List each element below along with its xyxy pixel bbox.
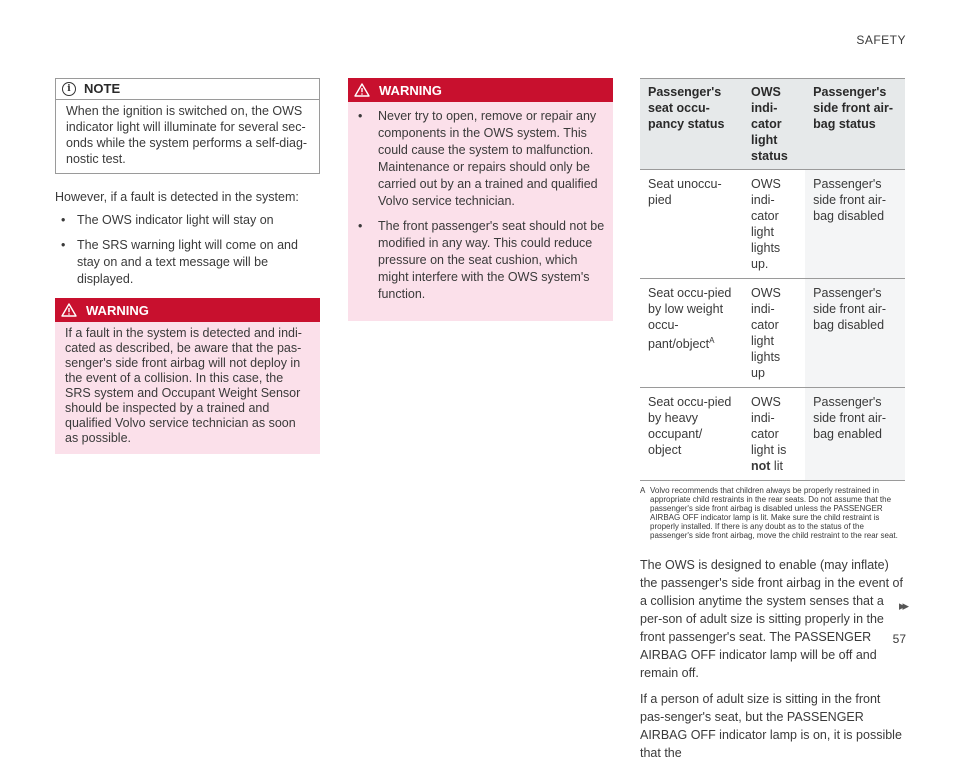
info-icon: i (62, 82, 76, 96)
table-row (640, 279, 905, 388)
list-item: • The SRS warning light will come on and stay on and a text message will be displayed. (55, 237, 320, 288)
right-column (640, 78, 905, 762)
body-paragraph: If a person of adult size is sitting in the front pas-senger's seat, but the PASSENGER AIRBAG OFF indicator lamp is on, it is possible that the (640, 692, 902, 760)
cell-emphasis: not (751, 459, 771, 473)
list-item: • Never try to open, remove or repair any components in the OWS system. This could cause the system to malfunction. Maintenance or repairs should only be carried out by an a trained and qualified Volvo service technician. (356, 108, 605, 210)
table-header: OWS indi-cator light status (743, 79, 805, 170)
footnote-ref: A (709, 336, 715, 345)
warning-header (55, 298, 320, 322)
table-cell: OWS indi-cator light lights up. (743, 170, 805, 279)
footnote-mark: A (640, 486, 646, 495)
warning-bullets (348, 102, 613, 321)
table-header: Passenger's seat occu-pancy status (640, 79, 743, 170)
note-title: NOTE (84, 81, 121, 96)
table-footnote (640, 486, 905, 540)
table-cell (743, 388, 805, 481)
note-header (56, 79, 319, 100)
table-row (640, 388, 905, 481)
cell-text: Seat occu-pied by low weight occu-pant/object (648, 286, 732, 352)
continue-arrows-icon: ▸▸ (898, 598, 906, 613)
left-column (55, 78, 320, 454)
warning-title: WARNING (379, 82, 442, 98)
page-number: 57 (892, 632, 906, 646)
table-header: Passenger's side front air-bag status (805, 79, 905, 170)
ows-status-table (640, 78, 905, 481)
warning-triangle-icon (354, 83, 370, 97)
warning-header (348, 78, 613, 102)
body-paragraph: The OWS is designed to enable (may inflate) the passenger's side front airbag in the event of a collision anytime the system senses that a per-son of adult size is sitting properly in the front passenger's seat. The PASSENGER AIRBAG OFF indicator lamp will be off and remain off. (640, 558, 903, 680)
table-cell: Passenger's side front air-bag enabled (805, 388, 905, 481)
cell-text: lit (773, 459, 783, 473)
list-item: • The OWS indicator light will stay on (55, 212, 320, 229)
table-cell: OWS indi-cator light lights up (743, 279, 805, 388)
table-cell: Seat occu-pied by heavy occupant/ object (640, 388, 743, 481)
warning-body: If a fault in the system is detected and indi-cated as described, be aware that the pas-senger's side front airbag will not deploy in the event of a collision. In this case, the SRS system and Occupant Weight Sensor should be inspected by a trained and qualified Volvo service technician as soon as possible. (65, 326, 302, 445)
note-box (55, 78, 320, 174)
middle-column (348, 78, 613, 321)
table-cell: Seat unoccu-pied (640, 170, 743, 279)
fault-intro: However, if a fault is detected in the system: (55, 190, 299, 204)
list-item: • The front passenger's seat should not be modified in any way. This could reduce pressure on the seat cushion, which might interfere with the OWS system's function. (356, 218, 605, 303)
table-header-row (640, 79, 905, 170)
fault-bullets (55, 212, 320, 288)
table-cell: Passenger's side front air-bag disabled (805, 279, 905, 388)
section-title: SAFETY (856, 33, 906, 47)
table-row (640, 170, 905, 279)
cell-text: OWS indi-cator light is (751, 395, 787, 457)
footnote-text: Volvo recommends that children always be properly restrained in appropriate child restraints in the rear seats. Do not assume that the passenger's side front airbag is disabled unless the PASSENGER AIRBAG OFF indicator lamp is lit. Make sure the child restraint is properly installed. If there is any doubt as to the status of the passenger's side front airbag, move the child restraint to the rear seat. (650, 486, 898, 540)
warning-title: WARNING (86, 302, 149, 318)
warning-box-mid (348, 78, 613, 321)
warning-triangle-icon (61, 303, 77, 317)
table-cell (640, 279, 743, 388)
note-body: When the ignition is switched on, the OWS indicator light will illuminate for several sec-onds while the system performs a self-diag-nostic test. (66, 104, 308, 166)
table-cell: Passenger's side front air-bag disabled (805, 170, 905, 279)
warning-box-left (55, 298, 320, 454)
